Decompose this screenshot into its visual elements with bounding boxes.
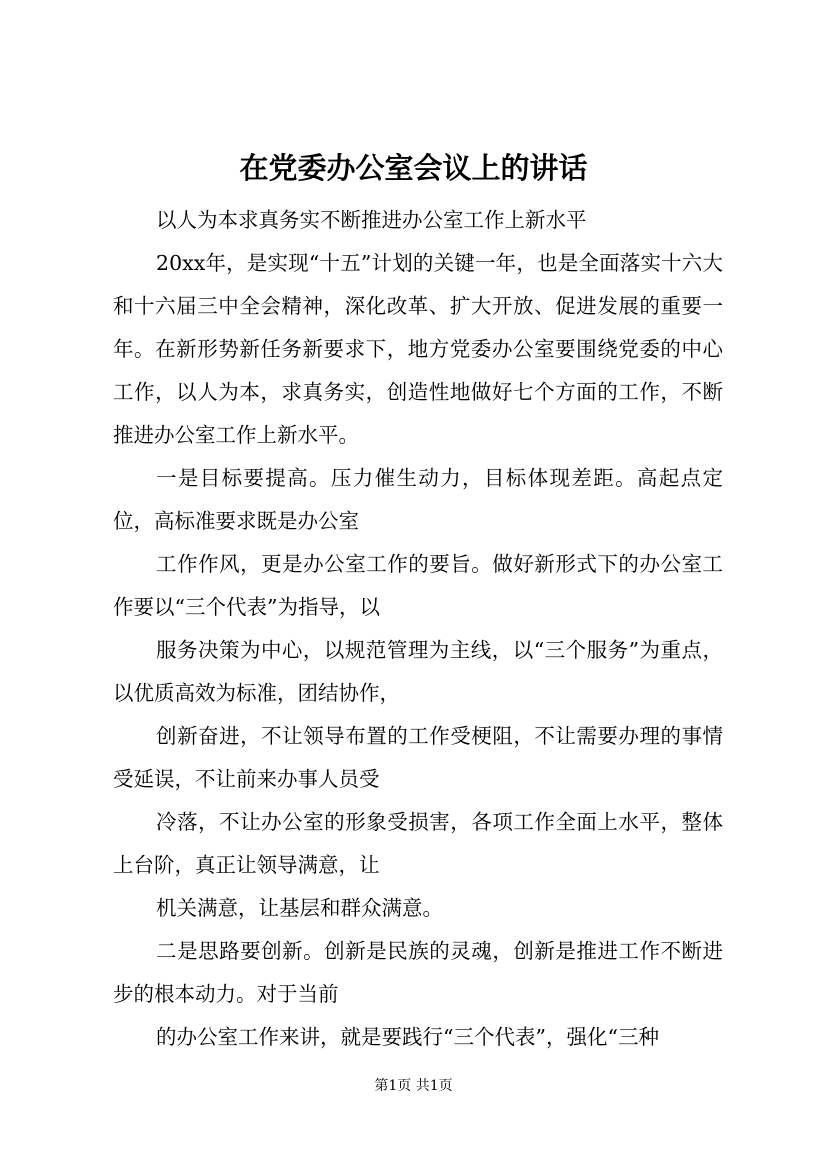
paragraph-point-two-cont-1: 的办公室工作来讲，就是要践行“三个代表”，强化“三种 [156, 1025, 659, 1049]
paragraph-point-one-cont-5: 机关满意，让基层和群众满意。 [156, 896, 444, 920]
document-body [113, 199, 723, 1059]
paragraph-intro: 20xx年，是实现“十五”计划的关键一年，也是全面落实十六大和十六届三中全会精神，深化改革、扩大开放、促进发展的重要一年。在新形势新任务新要求下，地方党委办公室要围绕党委的中心工作，以人为本，求真务实，创造性地做好七个方面的工作，不断推进办公室工作上新水平。 [113, 251, 723, 447]
paragraph-point-one-cont-3: 创新奋进，不让领导布置的工作受梗阻，不让需要办理的事情受延误，不让前来办事人员受 [113, 724, 723, 791]
page-number-footer: 第1页 共1页 [374, 1078, 453, 1094]
paragraph-point-two: 二是思路要创新。创新是民族的灵魂，创新是推进工作不断进步的根本动力。对于当前 [113, 939, 723, 1006]
paragraph-subtitle: 以人为本求真务实不断推进办公室工作上新水平 [156, 208, 587, 232]
document-title: 在党委办公室会议上的讲话 [239, 151, 588, 185]
paragraph-point-one: 一是目标要提高。压力催生动力，目标体现差距。高起点定位，高标准要求既是办公室 [113, 466, 723, 533]
paragraph-point-one-cont-1: 工作作风，更是办公室工作的要旨。做好新形式下的办公室工作要以“三个代表”为指导，以 [113, 552, 723, 619]
paragraph-point-one-cont-2: 服务决策为中心，以规范管理为主线，以“三个服务”为重点，以优质高效为标准，团结协作， [113, 638, 723, 705]
paragraph-point-one-cont-4: 冷落，不让办公室的形象受损害，各项工作全面上水平，整体上台阶，真正让领导满意，让 [113, 810, 723, 877]
